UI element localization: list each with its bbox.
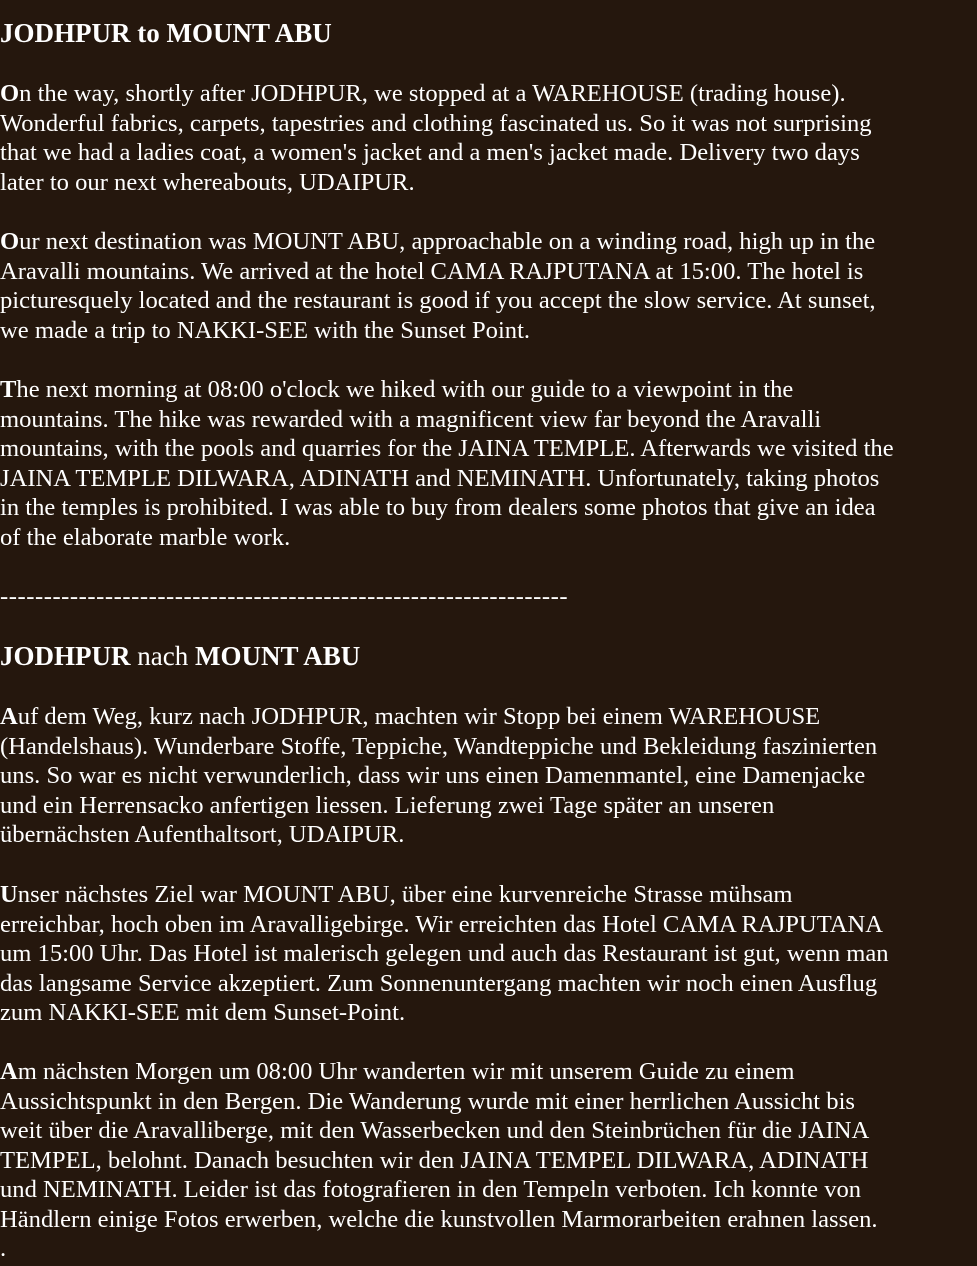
paragraph-initial: A: [0, 703, 18, 730]
paragraph-initial: U: [0, 881, 18, 908]
english-paragraph-1: On the way, shortly after JODHPUR, we stopped at a WAREHOUSE (trading house). Wonderful fabrics, carpets, tapestries and clothing fascinated us. So it was not surprising that we had a ladies coat, a women's jacket and a men's jacket made. Delivery two days later to our next whereabouts, UDAIPUR.: [0, 80, 872, 196]
english-title: [0, 17, 332, 49]
german-paragraph-3: Am nächsten Morgen um 08:00 Uhr wanderten wir mit unserem Guide zu einem Aussichtspunkt in den Bergen. Die Wanderung wurde mit einer herrlichen Aussicht bis weit über die Aravalliberge, mit den Wasserbecken und den Steinbrüchen für die JAINA TEMPEL, belohnt. Danach besuchten wir den JAINA TEMPEL DILWARA, ADINATH und NEMINATH. Leider ist das fotografieren in den Tempeln verboten. Ich konnte von Händlern einige Fotos erwerben, welche die kunstvollen Marmorarbeiten erahnen lassen.: [0, 1058, 878, 1233]
english-paragraph-2: Our next destination was MOUNT ABU, approachable on a winding road, high up in the Aravalli mountains. We arrived at the hotel CAMA RAJPUTANA at 15:00. The hotel is picturesquely located and the restaurant is good if you accept the slow service. At sunset, we made a trip to NAKKI-SEE with the Sunset Point.: [0, 228, 876, 344]
paragraph-initial: T: [0, 376, 17, 403]
german-paragraph-2: Unser nächstes Ziel war MOUNT ABU, über eine kurvenreiche Strasse mühsam erreichbar, hoch oben im Aravalligebirge. Wir erreichten das Hotel CAMA RAJPUTANA um 15:00 Uhr. Das Hotel ist malerisch gelegen und auch das Restaurant ist gut, wenn man das langsame Service akzeptiert. Zum Sonnenuntergang machten wir noch einen Ausflug zum NAKKI-SEE mit dem Sunset-Point.: [0, 881, 889, 1027]
german-title: JODHPUR nach MOUNT ABU: [0, 641, 361, 671]
trailing-mark: .: [0, 1235, 7, 1262]
paragraph-initial: O: [0, 228, 20, 255]
english-paragraph-3: The next morning at 08:00 o'clock we hiked with our guide to a viewpoint in the mountains. The hike was rewarded with a magnificent view far beyond the Aravalli mountains, with the pools and quarries for the JAINA TEMPLE. Afterwards we visited the JAINA TEMPLE DILWARA, ADINATH and NEMINATH. Unfortunately, taking photos in the temples is prohibited. I was able to buy from dealers some photos that give an idea of the elaborate marble work.: [0, 376, 894, 551]
section-separator: -----------------------------------------------------------------: [0, 583, 569, 610]
german-paragraph-1: Auf dem Weg, kurz nach JODHPUR, machten wir Stopp bei einem WAREHOUSE (Handelshaus). Wunderbare Stoffe, Teppiche, Wandteppiche und Bekleidung faszinierten uns. So war es nicht verwunderlich, dass wir uns einen Damenmantel, eine Damenjacke und ein Herrensacko anfertigen liessen. Lieferung zwei Tage später an unseren übernächsten Aufenthaltsort, UDAIPUR.: [0, 703, 878, 849]
english-title-text: JODHPUR to MOUNT ABU: [0, 18, 332, 48]
paragraph-initial: A: [0, 1058, 18, 1085]
paragraph-initial: O: [0, 80, 20, 107]
